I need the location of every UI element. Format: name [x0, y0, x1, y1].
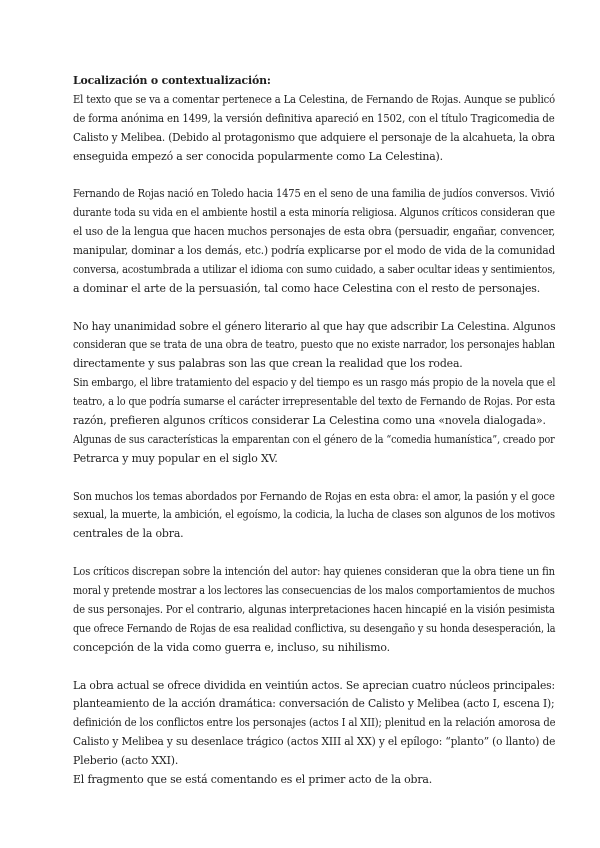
paragraph-publication — [73, 91, 553, 167]
paragraph-themes — [73, 488, 553, 545]
paragraph-line: que ofrece Fernando de Rojas de esa realidad conflictiva, su desengaño y su honda desesperación, la — [73, 621, 556, 635]
paragraph-line: La obra actual se ofrece dividida en veintiún actos. Se aprecian cuatro núcleos principales: — [73, 678, 555, 692]
paragraph-line: Son muchos los temas abordados por Fernando de Rojas en esta obra: el amor, la pasión y el goce — [73, 489, 555, 503]
paragraph-line: razón, prefieren algunos críticos considerar La Celestina como una «novela dialogada». — [73, 414, 546, 428]
paragraph-author — [73, 185, 556, 298]
paragraph-line: teatro, a lo que podría sumarse el carácter irrepresentable del texto de Fernando de Rojas. Por esta — [73, 395, 556, 409]
paragraph-line: consideran que se trata de una obra de teatro, puesto que no existe narrador, los personajes hablan — [73, 338, 555, 352]
paragraph-structure — [73, 677, 556, 790]
paragraph-line: concepción de la vida como guerra e, incluso, su nihilismo. — [73, 640, 390, 654]
paragraph-line: Pleberio (acto XXI). — [73, 754, 179, 768]
paragraph-line: El fragmento que se está comentando es el primer acto de la obra. — [73, 772, 433, 786]
paragraph-gap — [73, 469, 553, 488]
paragraph-line: de forma anónima en 1499, la versión definitiva apareció en 1502, con el título Tragicomedia de — [73, 111, 555, 125]
paragraph-gap — [73, 544, 553, 563]
paragraph-line: Sin embargo, el libre tratamiento del espacio y del tiempo es un rasgo más propio de la novela que el — [73, 376, 556, 390]
paragraph-line: No hay unanimidad sobre el género literario al que hay que adscribir La Celestina. Algunos — [73, 319, 556, 333]
document-body — [73, 72, 556, 790]
paragraph-line: centrales de la obra. — [73, 527, 184, 541]
paragraph-line: directamente y sus palabras son las que crean la realidad que los rodea. — [73, 357, 463, 371]
paragraph-line: Algunas de sus características la emparentan con el género de la “comedia humanística”, creado por — [73, 432, 555, 446]
paragraph-line: Calisto y Melibea y su desenlace trágico (actos XIII al XX) y el epílogo: “planto” (o llanto) de — [73, 735, 556, 749]
paragraph-line: planteamiento de la acción dramática: conversación de Calisto y Melibea (acto I, escena I); — [73, 697, 555, 711]
paragraph-line: Calisto y Melibea. (Debido al protagonismo que adquiere el personaje de la alcahueta, la obra — [73, 130, 555, 144]
paragraph-line: manipular, dominar a los demás, etc.) podría explicarse por el modo de vida de la comunidad — [73, 244, 556, 258]
paragraph-line: durante toda su vida en el ambiente hostil a esta minoría religiosa. Algunos críticos consideran que — [73, 206, 555, 220]
paragraph-line: el uso de la lengua que hacen muchos personajes de esta obra (persuadir, engañar, convencer, — [73, 225, 556, 239]
paragraph-line: definición de los conflictos entre los personajes (actos I al XII); plenitud en la relación amorosa de — [73, 716, 556, 730]
paragraph-line: El texto que se va a comentar pertenece a La Celestina, de Fernando de Rojas. Aunque se publicó — [73, 92, 555, 106]
paragraph-gap — [73, 658, 553, 677]
paragraph-line: conversa, acostumbrada a utilizar el idioma con sumo cuidado, a saber ocultar ideas y sentimientos, — [73, 262, 556, 276]
paragraph-line: moral y pretende mostrar a los lectores las consecuencias de los malos comportamientos de muchos — [73, 584, 555, 598]
paragraph-line: Los críticos discrepan sobre la intención del autor: hay quienes consideran que la obra tiene un fin — [73, 565, 555, 579]
paragraph-intention — [73, 563, 556, 657]
paragraph-line: Petrarca y muy popular en el siglo XV. — [73, 451, 278, 465]
paragraph-line: sexual, la muerte, la ambición, el egoísmo, la codicia, la lucha de clases son algunos de los motivos — [73, 508, 555, 522]
paragraph-line: enseguida empezó a ser conocida popularmente como La Celestina). — [73, 149, 443, 163]
paragraph-line: de sus personajes. Por el contrario, algunas interpretaciones hacen hincapié en la visión pesimista — [73, 602, 555, 616]
paragraph-line: Fernando de Rojas nació en Toledo hacia 1475 en el seno de una familia de judíos conversos. Vivió — [73, 187, 555, 201]
paragraph-genre — [73, 318, 556, 469]
paragraph-gap — [73, 166, 553, 185]
paragraph-gap — [73, 299, 553, 318]
paragraph-line: a dominar el arte de la persuasión, tal como hace Celestina con el resto de personajes. — [73, 281, 541, 295]
section-title: Localización o contextualización: — [73, 74, 271, 87]
